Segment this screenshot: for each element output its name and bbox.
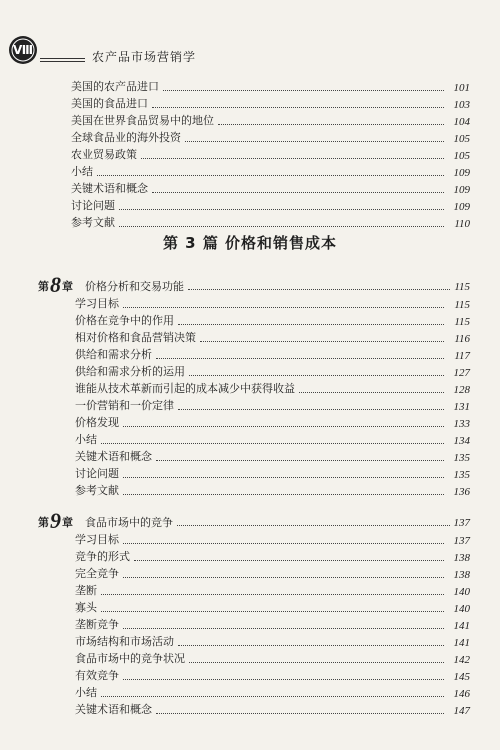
entry-page: 110 <box>454 218 470 230</box>
leader-dots <box>178 323 444 325</box>
leader-dots <box>134 559 444 561</box>
leader-dots <box>119 208 444 210</box>
leader-dots <box>97 174 444 176</box>
chapter-number: 9 <box>50 508 61 533</box>
entry-page: 141 <box>453 637 470 649</box>
toc-entry[interactable] <box>75 480 470 498</box>
toc-entry[interactable] <box>71 110 470 128</box>
entry-label: 美国在世界食品贸易中的地位 <box>71 114 214 127</box>
leader-dots <box>189 661 444 663</box>
toc-entry[interactable] <box>75 412 470 430</box>
toc-entry[interactable] <box>71 178 470 196</box>
toc-entry[interactable] <box>71 93 470 111</box>
entry-label: 垄断竞争 <box>75 618 119 631</box>
toc-entry[interactable] <box>75 665 470 683</box>
entry-label: 讨论问题 <box>75 467 119 480</box>
toc-entry[interactable] <box>75 614 470 632</box>
leader-dots <box>188 288 450 290</box>
chapter-page: 115 <box>454 281 470 293</box>
running-title: 农产品市场营销学 <box>92 50 197 64</box>
entry-label: 小结 <box>71 165 93 178</box>
entry-page: 138 <box>453 552 470 564</box>
leader-dots <box>123 678 444 680</box>
leader-dots <box>163 89 444 91</box>
entry-label: 谁能从技术革新而引起的成本减少中获得收益 <box>75 382 295 395</box>
toc-entry[interactable] <box>75 429 470 447</box>
entry-page: 101 <box>453 82 470 94</box>
entry-label: 参考文献 <box>75 484 119 497</box>
entry-label: 学习目标 <box>75 533 119 546</box>
entry-label: 相对价格和食品营销决策 <box>75 331 196 344</box>
chapter-prefix: 第 <box>38 516 49 529</box>
entry-label: 美国的食品进口 <box>71 97 148 110</box>
toc-entry[interactable] <box>75 648 470 666</box>
entry-page: 147 <box>453 705 470 717</box>
badge-number: Ⅷ <box>12 43 34 57</box>
leader-dots <box>123 306 444 308</box>
toc-entry[interactable] <box>75 344 470 362</box>
entry-page: 133 <box>453 418 470 430</box>
entry-page: 128 <box>453 384 470 396</box>
entry-label: 小结 <box>75 686 97 699</box>
entry-label: 农业贸易政策 <box>71 148 137 161</box>
entry-label: 食品市场中的竞争状况 <box>75 652 185 665</box>
entry-label: 竞争的形式 <box>75 550 130 563</box>
toc-entry[interactable] <box>75 463 470 481</box>
chapter-number: 8 <box>50 272 61 297</box>
toc-entry[interactable] <box>75 597 470 615</box>
entry-label: 参考文献 <box>71 216 115 229</box>
entry-page: 115 <box>454 299 470 311</box>
leader-dots <box>152 106 444 108</box>
leader-dots <box>123 476 444 478</box>
toc-entry[interactable] <box>75 563 470 581</box>
entry-label: 价格在竞争中的作用 <box>75 314 174 327</box>
leader-dots <box>218 123 444 125</box>
chapter-suffix: 章 <box>62 280 73 293</box>
entry-page: 145 <box>453 671 470 683</box>
header-rule <box>40 58 85 59</box>
entry-label: 学习目标 <box>75 297 119 310</box>
toc-entry[interactable] <box>75 378 470 396</box>
entry-label: 供给和需求分析 <box>75 348 152 361</box>
leader-dots <box>101 442 444 444</box>
leader-dots <box>152 191 444 193</box>
chapter-heading[interactable] <box>38 272 470 297</box>
entry-page: 104 <box>453 116 470 128</box>
entry-label: 关键术语和概念 <box>75 703 152 716</box>
leader-dots <box>123 576 444 578</box>
entry-label: 完全竞争 <box>75 567 119 580</box>
entry-label: 小结 <box>75 433 97 446</box>
leader-dots <box>101 695 444 697</box>
leader-dots <box>123 627 444 629</box>
toc-entry[interactable] <box>71 127 470 145</box>
entry-page: 109 <box>453 184 470 196</box>
leader-dots <box>178 408 444 410</box>
entry-label: 全球食品业的海外投资 <box>71 131 181 144</box>
page-header <box>0 30 500 70</box>
entry-label: 供给和需求分析的运用 <box>75 365 185 378</box>
entry-page: 115 <box>454 316 470 328</box>
entry-page: 135 <box>453 469 470 481</box>
toc-entry[interactable] <box>75 546 470 564</box>
toc-entry[interactable] <box>75 631 470 649</box>
entry-page: 140 <box>453 603 470 615</box>
entry-page: 109 <box>453 167 470 179</box>
chapter-badge-icon <box>8 35 38 65</box>
toc-entry[interactable] <box>75 310 470 328</box>
toc-entry[interactable] <box>75 446 470 464</box>
entry-page: 131 <box>453 401 470 413</box>
entry-label: 关键术语和概念 <box>75 450 152 463</box>
entry-page: 116 <box>454 333 470 345</box>
chapter-prefix: 第 <box>38 280 49 293</box>
entry-label: 市场结构和市场活动 <box>75 635 174 648</box>
chapter-title: 食品市场中的竞争 <box>85 516 173 529</box>
leader-dots <box>185 140 444 142</box>
entry-label: 价格发现 <box>75 416 119 429</box>
leader-dots <box>156 712 444 714</box>
leader-dots <box>141 157 444 159</box>
entry-page: 134 <box>453 435 470 447</box>
entry-page: 127 <box>453 367 470 379</box>
entry-page: 135 <box>453 452 470 464</box>
part-title: 第 3 篇 价格和销售成本 <box>162 234 338 252</box>
leader-dots <box>178 644 444 646</box>
chapter-heading[interactable] <box>38 508 470 533</box>
entry-label: 有效竞争 <box>75 669 119 682</box>
entry-page: 146 <box>453 688 470 700</box>
entry-label: 一价营销和一价定律 <box>75 399 174 412</box>
toc-entry[interactable] <box>75 682 470 700</box>
entry-label: 美国的农产品进口 <box>71 80 159 93</box>
entry-page: 105 <box>453 133 470 145</box>
entry-page: 117 <box>454 350 470 362</box>
entry-page: 103 <box>453 99 470 111</box>
toc-entry[interactable] <box>75 699 470 717</box>
leader-dots <box>101 610 444 612</box>
entry-page: 136 <box>453 486 470 498</box>
leader-dots <box>123 493 444 495</box>
entry-page: 142 <box>453 654 470 666</box>
leader-dots <box>189 374 444 376</box>
chapter-page: 137 <box>453 517 470 529</box>
leader-dots <box>156 459 444 461</box>
toc-entry[interactable] <box>75 529 470 547</box>
toc-entry[interactable] <box>71 76 470 94</box>
toc-entry[interactable] <box>75 361 470 379</box>
toc-entry[interactable] <box>71 161 470 179</box>
entry-page: 141 <box>453 620 470 632</box>
leader-dots <box>177 524 450 526</box>
entry-page: 109 <box>453 201 470 213</box>
leader-dots <box>123 425 444 427</box>
entry-page: 137 <box>453 535 470 547</box>
leader-dots <box>156 357 444 359</box>
leader-dots <box>123 542 444 544</box>
toc-entry[interactable] <box>75 293 470 311</box>
toc-entry[interactable] <box>71 212 470 230</box>
toc-entry[interactable] <box>71 144 470 162</box>
leader-dots <box>101 593 444 595</box>
leader-dots <box>299 391 444 393</box>
toc-entry[interactable] <box>75 327 470 345</box>
toc-entry[interactable] <box>75 395 470 413</box>
entry-label: 垄断 <box>75 584 97 597</box>
header-rule <box>40 61 85 62</box>
entry-page: 105 <box>453 150 470 162</box>
entry-page: 140 <box>453 586 470 598</box>
chapter-title: 价格分析和交易功能 <box>85 280 184 293</box>
entry-label: 关键术语和概念 <box>71 182 148 195</box>
toc-entry[interactable] <box>75 580 470 598</box>
leader-dots <box>200 340 444 342</box>
entry-label: 寡头 <box>75 601 97 614</box>
entry-label: 讨论问题 <box>71 199 115 212</box>
leader-dots <box>119 225 444 227</box>
chapter-suffix: 章 <box>62 516 73 529</box>
toc-entry[interactable] <box>71 195 470 213</box>
entry-page: 138 <box>453 569 470 581</box>
